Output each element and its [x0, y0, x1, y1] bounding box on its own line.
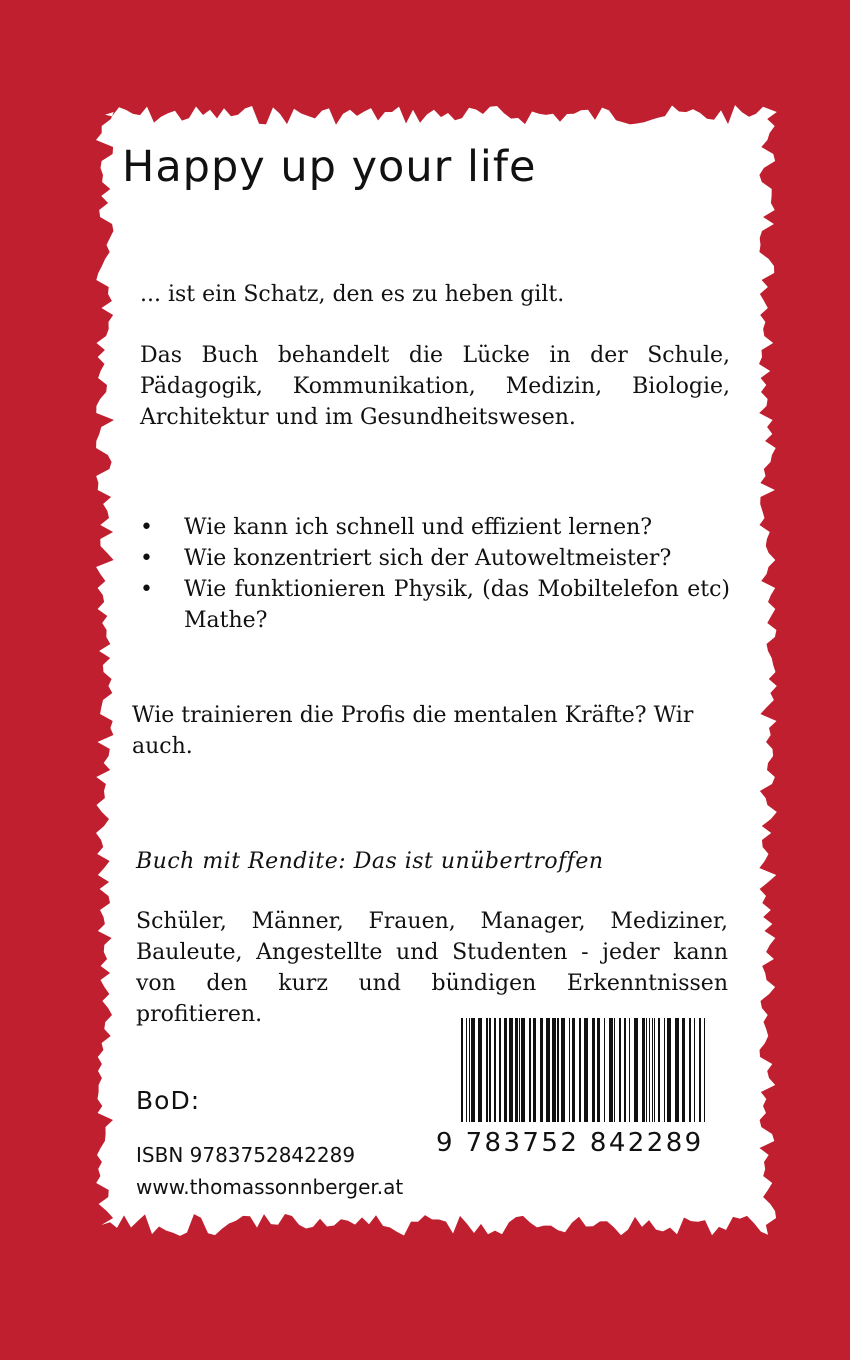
question-list-text: Wie kann ich schnell und effizient lernen?: [184, 515, 653, 540]
barcode-bar: [579, 1018, 581, 1122]
question-list-item: [140, 512, 730, 543]
question-list-text: Wie konzentriert sich der Autoweltmeister?: [184, 546, 672, 571]
barcode-bar: [529, 1018, 531, 1122]
barcode-bar: [469, 1018, 470, 1122]
barcode-bar: [624, 1018, 626, 1122]
barcode-bar: [557, 1018, 559, 1122]
description-text: Das Buch behandelt die Lücke in der Schule, Pädagogik, Kommunikation, Medizin, Biologie, Architektur und im Gesundheitswesen.: [140, 343, 730, 430]
barcode-bar: [634, 1018, 638, 1122]
barcode-bar: [675, 1018, 679, 1122]
barcode-bar: [592, 1018, 595, 1122]
barcode-bar: [486, 1018, 488, 1122]
barcode-bar: [509, 1018, 513, 1122]
website-text: www.thomassonnberger.at: [136, 1175, 404, 1199]
barcode-bar: [504, 1018, 507, 1122]
barcode-bar: [478, 1018, 482, 1122]
isbn-text: ISBN 9783752842289: [136, 1143, 356, 1167]
barcode-bar: [466, 1018, 467, 1122]
barcode-bar: [689, 1018, 691, 1122]
barcode-bar: [489, 1018, 491, 1122]
barcode-bar: [704, 1018, 705, 1122]
barcode-bar: [471, 1018, 475, 1122]
tagline-text: Buch mit Rendite: Das ist unübertroffen: [136, 849, 604, 874]
barcode-bar: [461, 1018, 463, 1122]
barcode-bar: [619, 1018, 621, 1122]
barcode-bar: [540, 1018, 543, 1122]
publisher-label: BoD:: [136, 1086, 201, 1115]
barcode-bar: [642, 1018, 645, 1122]
barcode-bar: [699, 1018, 701, 1122]
question-list-item: [140, 543, 730, 574]
barcode-bar: [569, 1018, 570, 1122]
barcode-bar: [584, 1018, 588, 1122]
barcode-bar: [597, 1018, 600, 1122]
barcode-bar: [604, 1018, 605, 1122]
barcode-bar: [533, 1018, 536, 1122]
barcode-bar: [552, 1018, 556, 1122]
bullet-icon: •: [140, 515, 153, 540]
question-text: Wie trainieren die Profis die mentalen Kräfte? Wir auch.: [132, 703, 694, 759]
barcode-bar: [494, 1018, 496, 1122]
barcode-bar: [546, 1018, 550, 1122]
question-list-item: [140, 574, 730, 636]
barcode-bar: [667, 1018, 671, 1122]
question-list: [140, 512, 730, 636]
bullet-icon: •: [140, 546, 153, 571]
barcode-bar: [499, 1018, 501, 1122]
question-list-text: Wie funktionieren Physik, (das Mobiltelefon etc) Mathe?: [184, 577, 730, 633]
barcode-bar: [609, 1018, 613, 1122]
barcode-digits: 9 783752 842289: [436, 1128, 704, 1158]
barcode-bar: [561, 1018, 565, 1122]
barcode-bar: [521, 1018, 525, 1122]
barcode-bar: [658, 1018, 660, 1122]
barcode-bar: [694, 1018, 695, 1122]
book-title: Happy up your life: [122, 142, 537, 192]
barcode-bar: [646, 1018, 647, 1122]
barcode-bar: [652, 1018, 653, 1122]
bullet-icon: •: [140, 577, 153, 602]
barcode-bar: [614, 1018, 615, 1122]
barcode-bar: [664, 1018, 665, 1122]
barcode-bar: [682, 1018, 685, 1122]
intro-text: ... ist ein Schatz, den es zu heben gilt.: [140, 282, 565, 307]
barcode-bar: [572, 1018, 575, 1122]
barcode-bar: [629, 1018, 630, 1122]
barcode: [461, 1018, 707, 1136]
barcode-bar: [649, 1018, 650, 1122]
audience-text: Schüler, Männer, Frauen, Manager, Mediziner, Bauleute, Angestellte und Studenten - jeder kann von den kurz und bündigen Erkenntnissen profitieren.: [136, 909, 728, 1027]
barcode-bar: [515, 1018, 518, 1122]
barcode-bar: [519, 1018, 520, 1122]
barcode-bar: [654, 1018, 655, 1122]
